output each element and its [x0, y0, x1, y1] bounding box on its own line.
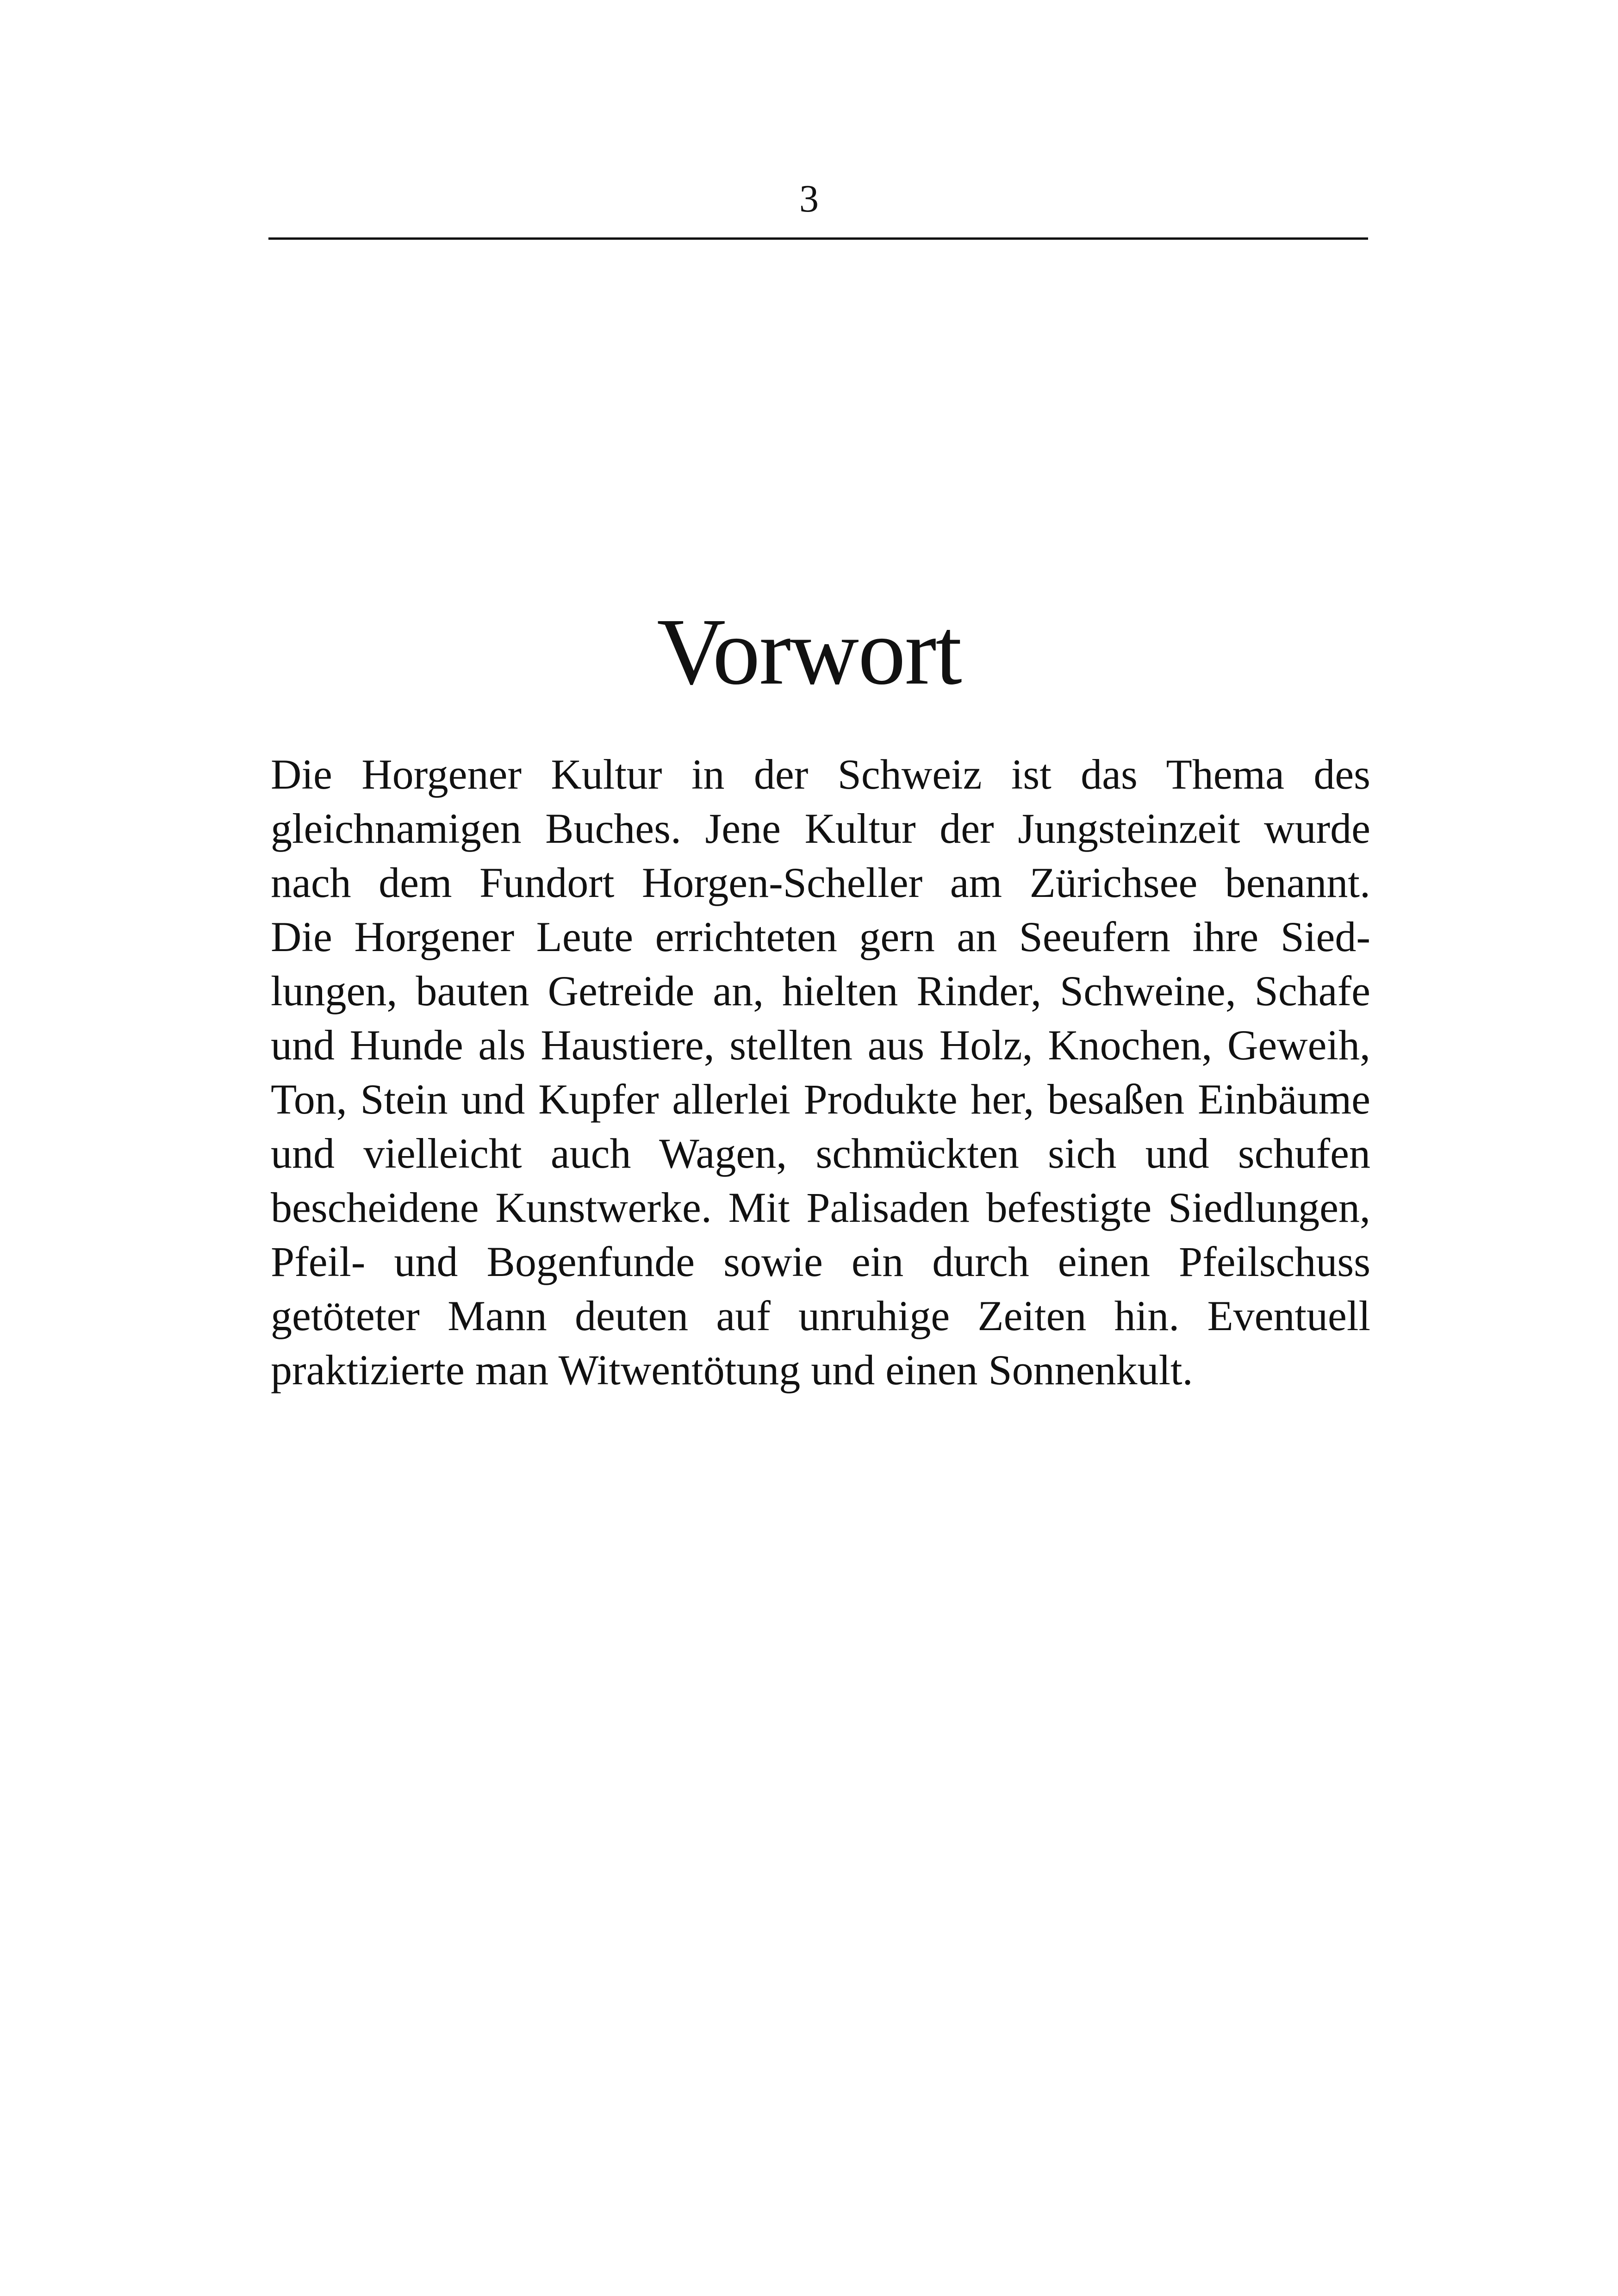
- text-line: Ton, Stein und Kupfer allerlei Produkte her, besaßen Einbäume: [271, 1076, 1370, 1123]
- text-line: bescheidene Kunstwerke. Mit Palisaden befestigte Siedlungen,: [271, 1184, 1370, 1231]
- page-number: 3: [799, 177, 819, 220]
- text-line: Die Horgener Leute errichteten gern an Seeufern ihre Sied-: [271, 913, 1370, 960]
- text-line: nach dem Fundort Horgen-Scheller am Zürichsee benannt.: [271, 859, 1370, 906]
- body-paragraph: [271, 747, 1370, 1397]
- header-rule: [268, 237, 1368, 240]
- text-line: praktizierte man Witwentötung und einen Sonnenkult.: [271, 1346, 1193, 1394]
- text-line: und Hunde als Haustiere, stellten aus Holz, Knochen, Geweih,: [271, 1021, 1370, 1069]
- text-line: und vielleicht auch Wagen, schmückten sich und schufen: [271, 1130, 1370, 1177]
- text-line: getöteter Mann deuten auf unruhige Zeiten hin. Eventuell: [271, 1292, 1370, 1339]
- text-line: lungen, bauten Getreide an, hielten Rinder, Schweine, Schafe: [271, 967, 1370, 1014]
- text-line: gleichnamigen Buches. Jene Kultur der Jungsteinzeit wurde: [271, 805, 1370, 852]
- text-line: Pfeil- und Bogenfunde sowie ein durch einen Pfeilschuss: [271, 1238, 1370, 1285]
- chapter-title: Vorwort: [657, 598, 961, 704]
- text-line: Die Horgener Kultur in der Schweiz ist das Thema des: [271, 751, 1370, 798]
